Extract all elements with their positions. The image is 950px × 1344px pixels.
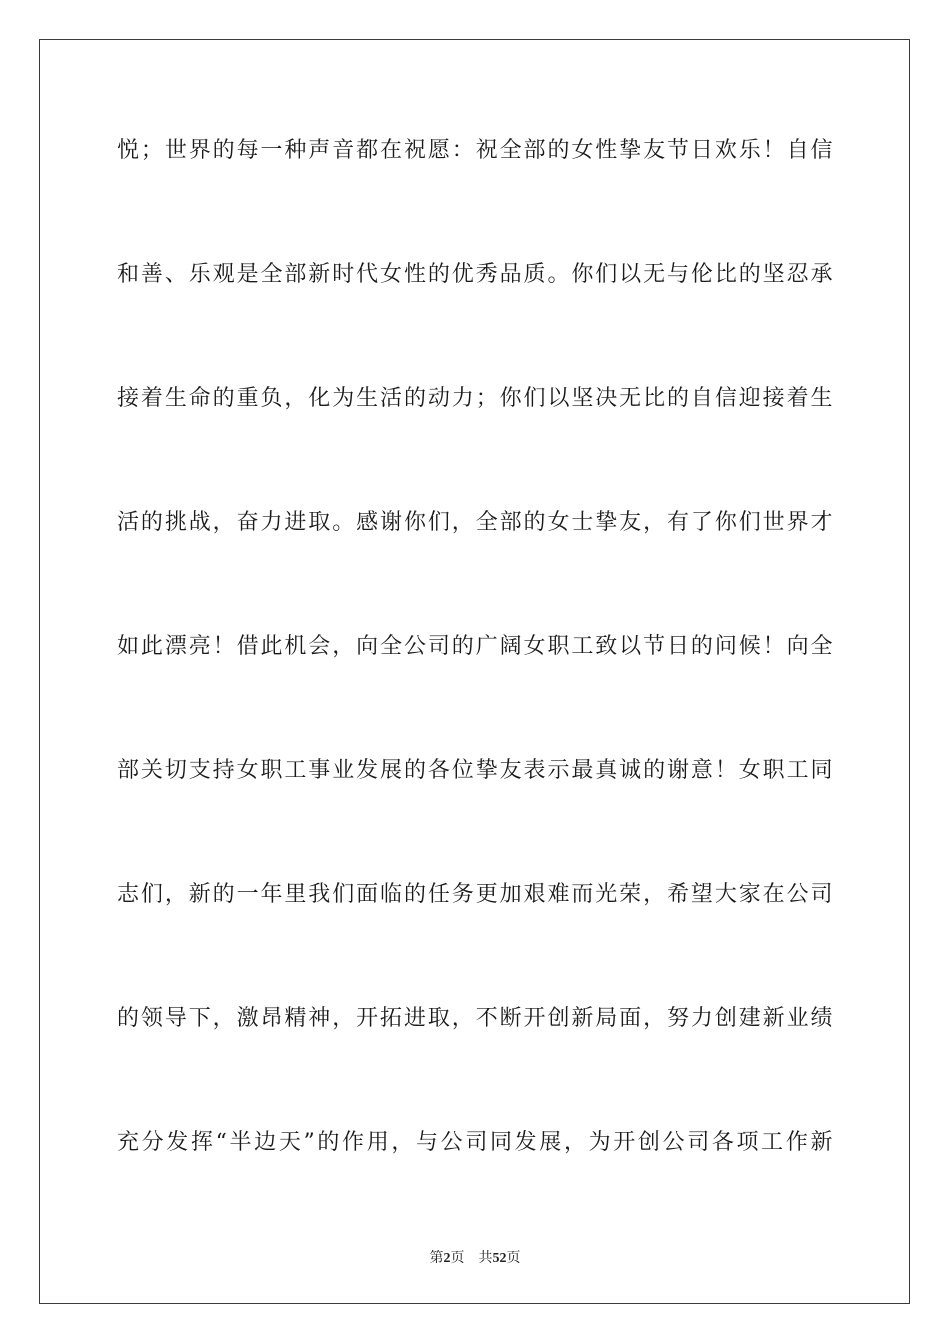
text-line-6: 部关切支持女职工事业发展的各位挚友表示最真诚的谢意！女职工同 bbox=[117, 758, 833, 783]
text-line-9: 充分发挥“半边天”的作用，与公司同发展，为开创公司各项工作新 bbox=[117, 1130, 833, 1155]
text-line-4: 活的挑战，奋力进取。感谢你们，全部的女士挚友，有了你们世界才 bbox=[117, 510, 833, 535]
total-prefix: 共 bbox=[478, 1250, 493, 1266]
page-footer bbox=[0, 1248, 950, 1269]
text-line-1: 悦；世界的每一种声音都在祝愿：祝全部的女性挚友节日欢乐！自信 bbox=[117, 138, 833, 163]
total-pages: 52 bbox=[492, 1251, 507, 1266]
text-line-7: 志们，新的一年里我们面临的任务更加艰难而光荣，希望大家在公司 bbox=[117, 882, 833, 907]
total-suffix: 页 bbox=[506, 1250, 521, 1266]
page-number: 2 bbox=[443, 1251, 451, 1266]
text-line-2: 和善、乐观是全部新时代女性的优秀品质。你们以无与伦比的坚忍承 bbox=[117, 262, 833, 287]
text-line-8: 的领导下，激昂精神，开拓进取，不断开创新局面，努力创建新业绩 bbox=[117, 1006, 833, 1031]
text-line-5: 如此漂亮！借此机会，向全公司的广阔女职工致以节日的问候！向全 bbox=[117, 634, 833, 659]
page-suffix: 页 bbox=[450, 1250, 465, 1266]
page-border bbox=[39, 39, 910, 1304]
text-line-3: 接着生命的重负，化为生活的动力；你们以坚决无比的自信迎接着生 bbox=[117, 386, 833, 411]
page-prefix: 第 bbox=[429, 1250, 444, 1266]
